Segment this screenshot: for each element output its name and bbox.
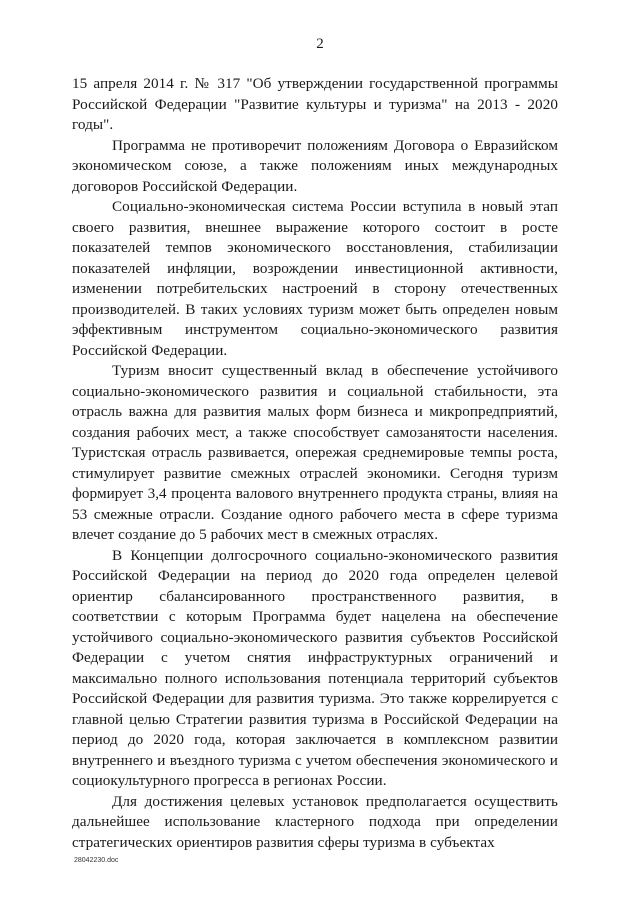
paragraph: В Концепции долгосрочного социально-экономического развития Российской Федерации на период до 2020 года определен целевой ориентир сбалансированного пространственного развития, в соответствии с которым Программа будет нацелена на обеспечение устойчивого социально-экономического развития субъектов Российской Федерации с учетом снятия инфраструктурных ограничений и максимально полного использования потенциала территорий субъектов Российской Федерации для развития туризма. Это также коррелируется с главной целью Стратегии развития туризма в Российской Федерации на период до 2020 года, которая заключается в комплексном развитии внутреннего и въездного туризма с учетом обеспечения экономического и социокультурного прогресса в регионах России. (72, 546, 558, 789)
paragraph: Для достижения целевых установок предполагается осуществить дальнейшее использование кластерного подхода при определении стратегических ориентиров развития сферы туризма в субъектах (72, 792, 558, 851)
paragraph: 15 апреля 2014 г. № 317 "Об утверждении государственной программы Российской Федерации "Развитие культуры и туризма" на 2013 - 2020 годы". (72, 75, 558, 133)
document-body (72, 74, 558, 853)
paragraph: Социально-экономическая система России вступила в новый этап своего развития, внешнее выражение которого состоит в росте показателей темпов экономического восстановления, стабилизации показателей инфляции, возрождении инвестиционной активности, изменении потребительских настроений в сторону отечественных производителей. В таких условиях туризм может быть определен новым эффективным инструментом социально-экономического развития Российской Федерации. (72, 198, 558, 359)
paragraph: Туризм вносит существенный вклад в обеспечение устойчивого социально-экономического развития и социальной стабильности, эта отрасль важна для развития малых форм бизнеса и микропредприятий, создания рабочих мест, а также способствует самозанятости населения. Туристская отрасль развивается, опережая среднемировые темпы роста, стимулирует развитие смежных отраслей экономики. Сегодня туризм формирует 3,4 процента валового внутреннего продукта страны, влияя на 53 смежные отрасли. Создание одного рабочего места в сфере туризма влечет создание до 5 рабочих мест в смежных отраслях. (72, 362, 558, 543)
paragraph: Программа не противоречит положениям Договора о Евразийском экономическом союзе, а также положениям иных международных договоров Российской Федерации. (72, 136, 558, 195)
document-file-id: 28042230.doc (74, 857, 119, 864)
page-number: 2 (316, 36, 324, 52)
